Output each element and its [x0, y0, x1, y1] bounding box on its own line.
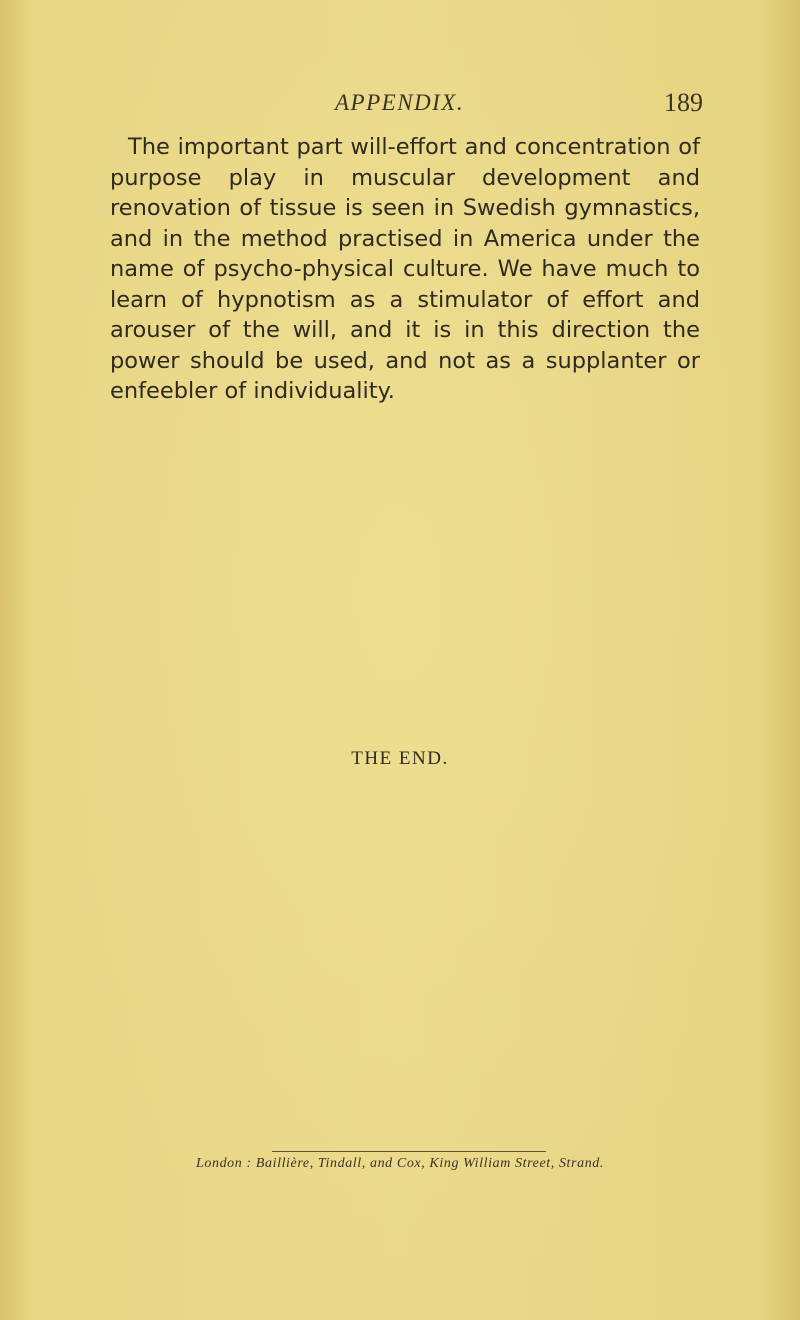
page-number: 189 [664, 88, 703, 117]
imprint-rule [272, 1151, 546, 1152]
body-paragraph: The important part will-effort and concentration of purpose play in muscular development and renovation of tissue is seen in Swedish gymnastics, and in the method practised in America under the name of psycho-physical culture. We have much to learn of hypnotism as a stimulator of effort and arouser of the will, and it is in this direction the power should be used, and not as a supplanter or enfeebler of individuality. [110, 134, 700, 404]
running-head: APPENDIX. [335, 90, 465, 115]
printer-imprint: London : Baillière, Tindall, and Cox, King William Street, Strand. [195, 1156, 604, 1171]
the-end-heading: THE END. [351, 748, 449, 769]
